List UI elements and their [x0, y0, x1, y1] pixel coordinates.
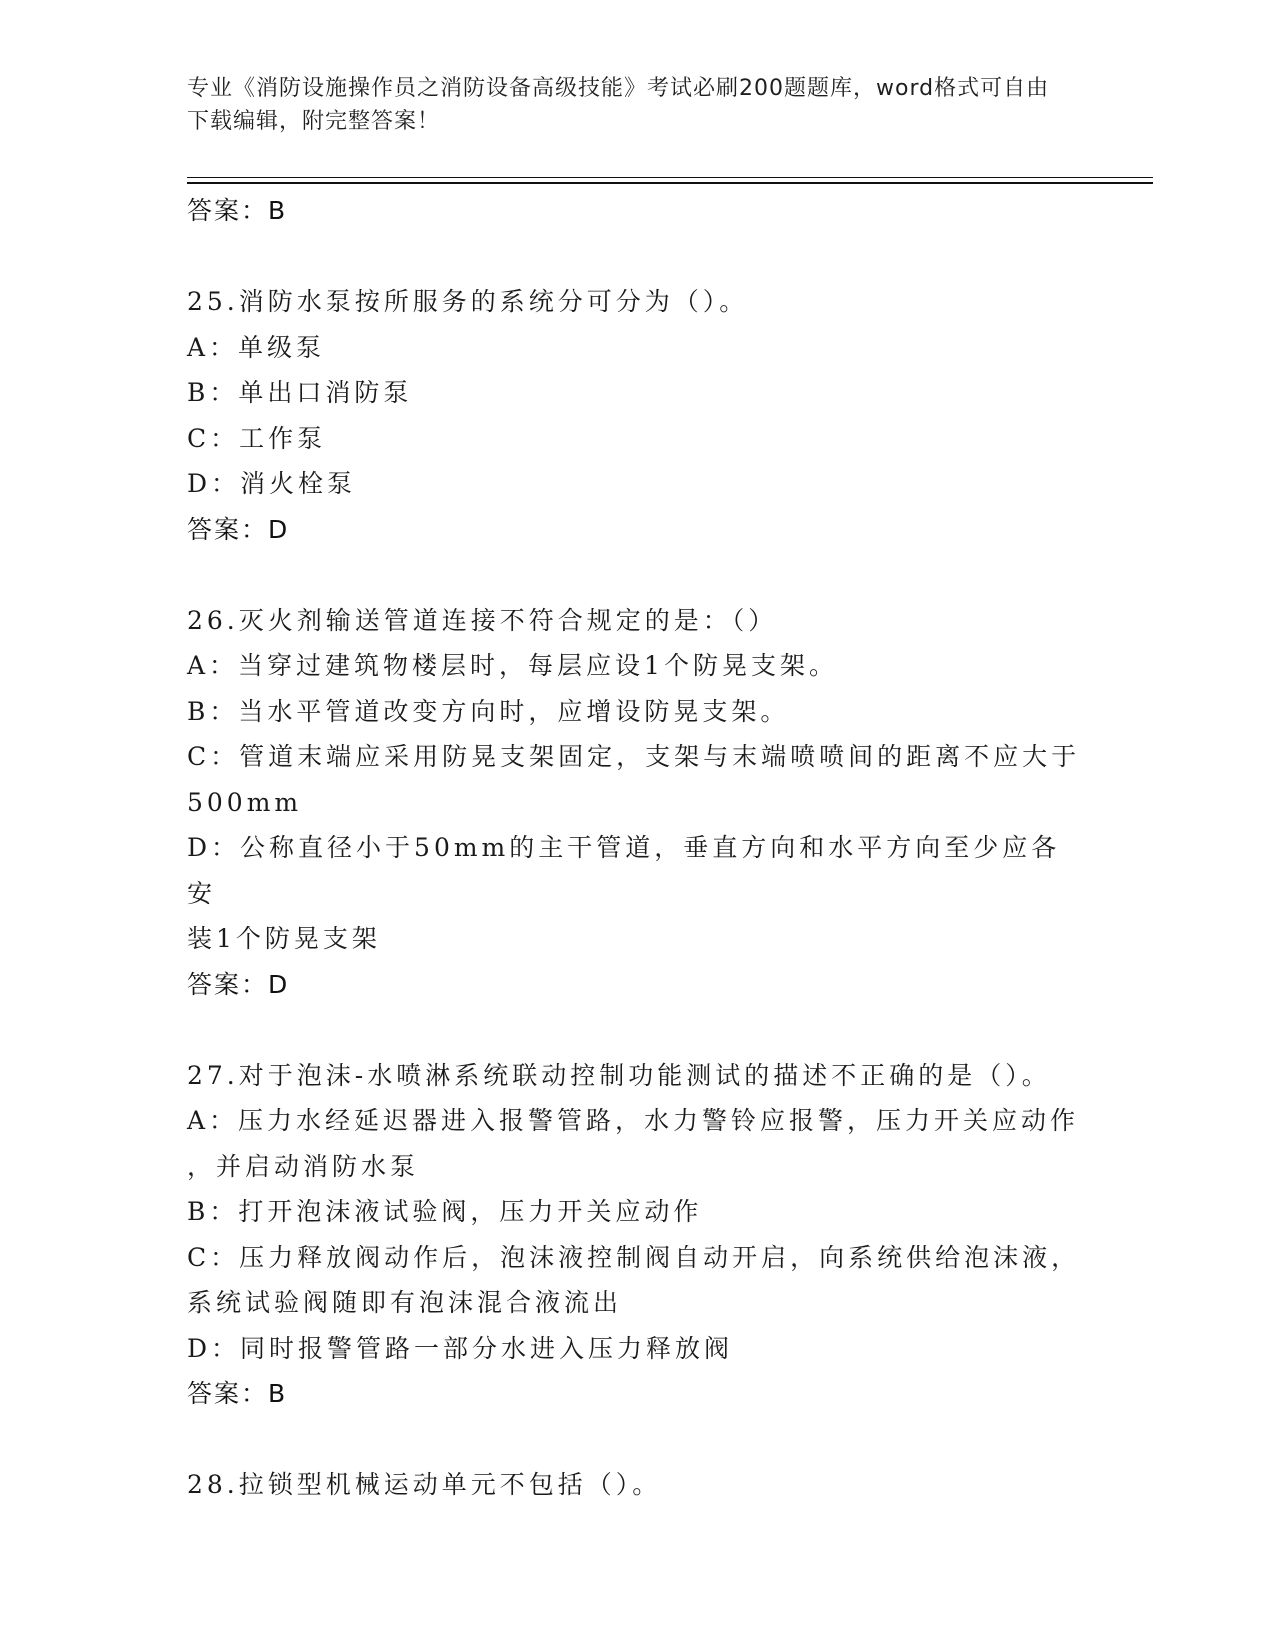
- question-title: 26.灭火剂输送管道连接不符合规定的是：（）: [187, 605, 778, 635]
- option-line: 装1个防晃支架: [187, 924, 381, 953]
- spacer: [187, 553, 1087, 598]
- question-block: [187, 1462, 1087, 1508]
- option-line: B：当水平管道改变方向时，应增设防晃支架。: [187, 696, 790, 726]
- answer-line: 答案：B: [187, 1379, 288, 1408]
- header-intro-text: 专业《消防设施操作员之消防设备高级技能》考试必刷200题题库，word格式可自由下载编辑，附完整答案！: [187, 76, 1050, 134]
- answer-line: 答案：D: [187, 514, 290, 544]
- option-line: C：压力释放阀动作后，泡沫液控制阀自动开启，向系统供给泡沫液，: [187, 1242, 1081, 1272]
- answer-line: 答案：B: [187, 196, 288, 225]
- question-title: 28.拉锁型机械运动单元不包括（）。: [187, 1470, 662, 1499]
- option-line: A：压力水经延迟器进入报警管路，水力警铃应报警，压力开关应动作: [187, 1106, 1080, 1135]
- spacer: [187, 234, 1087, 279]
- option-line: D：同时报警管路一部分水进入压力释放阀: [187, 1333, 734, 1363]
- option-line: A：当穿过建筑物楼层时，每层应设1个防晃支架。: [187, 651, 838, 680]
- option-line: B：打开泡沫液试验阀，压力开关应动作: [187, 1197, 703, 1226]
- option-line: 500mm: [187, 787, 303, 817]
- option-line: 系统试验阀随即有泡沫混合液流出: [187, 1288, 623, 1317]
- answer-line: 答案：D: [187, 969, 290, 999]
- question-title: 27.对于泡沫-水喷淋系统联动控制功能测试的描述不正确的是（）。: [187, 1060, 1051, 1090]
- question-title: 25.消防水泵按所服务的系统分可分为（）。: [187, 287, 749, 316]
- question-block: [187, 598, 1087, 1008]
- spacer: [187, 1417, 1087, 1462]
- header-rule-thick: [187, 182, 1153, 184]
- option-line: A：单级泵: [187, 332, 326, 362]
- option-line: B：单出口消防泵: [187, 378, 413, 407]
- option-line: ，并启动消防水泵: [187, 1151, 420, 1181]
- option-line: C：工作泵: [187, 423, 327, 453]
- option-line: C：管道末端应采用防晃支架固定，支架与末端喷喷间的距离不应大于: [187, 742, 1081, 771]
- option-line: D：公称直径小于50mm的主干管道，垂直方向和水平方向至少应各安: [187, 833, 1061, 908]
- document-header: [187, 72, 1067, 138]
- question-block: [187, 279, 1087, 553]
- header-rule-thin: [187, 177, 1153, 178]
- option-line: D：消火栓泵: [187, 469, 357, 498]
- question-block: [187, 1053, 1087, 1418]
- spacer: [187, 1008, 1087, 1053]
- question-list: [187, 188, 1087, 1508]
